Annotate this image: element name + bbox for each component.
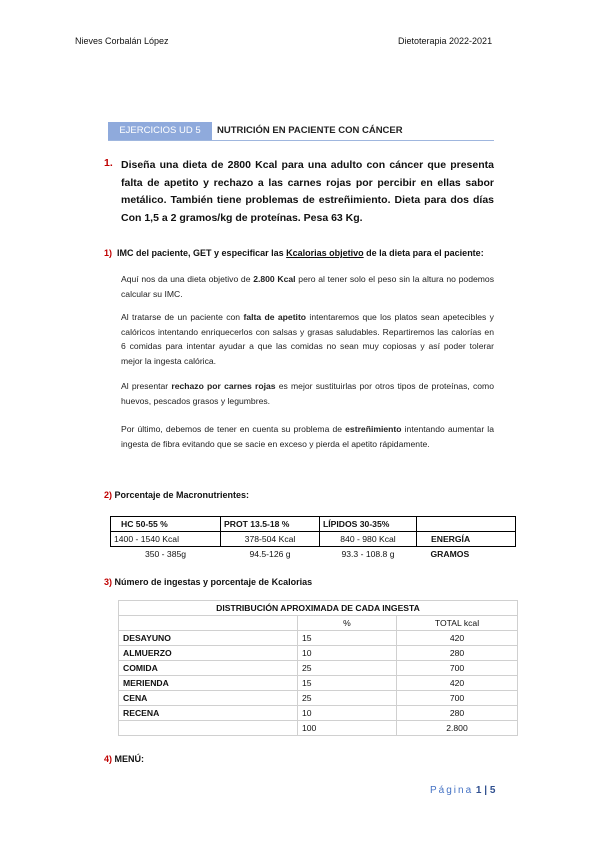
table-row: HC 50-55 % PROT 13.5-18 % LÍPIDOS 30-35% [111, 517, 516, 532]
page-footer: Página 1 | 5 [430, 785, 496, 796]
table-row: 350 - 385g 94.5-126 g 93.3 - 108.8 g GRAMOS [144, 549, 470, 559]
paragraph-objective: Aquí nos da una dieta objetivo de 2.800 Kcal pero al tener solo el peso sin la altura no podemos calcular su IMC. [121, 274, 494, 299]
item-menu-heading: 4) MENÚ: [104, 754, 145, 764]
header-course: Dietoterapia 2022-2021 [398, 36, 493, 46]
intakes-table [118, 600, 518, 736]
page-label: Página [430, 785, 474, 796]
item-imc-heading: 1) IMC del paciente, GET y especificar las Kcalorias objetivo de la dieta para el paciente: [104, 248, 484, 258]
table-row: 1400 - 1540 Kcal 378-504 Kcal 840 - 980 Kcal ENERGÍA [111, 532, 516, 547]
paragraph-constipation: Por último, debemos de tener en cuenta su problema de estreñimiento intentando aumentar la ingesta de fibra evitando que se sacie en exceso y pierda el apetito rápidamente. [121, 424, 494, 449]
item-macros-heading: 2) Porcentaje de Macronutrientes: [104, 490, 250, 500]
item-number: 1) [104, 248, 113, 258]
header-author: Nieves Corbalán López [75, 36, 169, 46]
table-row: ALMUERZO 10 280 [119, 646, 518, 661]
paragraph-red-meat: Al presentar rechazo por carnes rojas es mejor sustituirlas por otros tipos de proteínas, como huevos, pescados grasos y legumbres. [121, 381, 494, 406]
table-row: RECENA 10 280 [119, 706, 518, 721]
section-label: EJERCICIOS UD 5 [108, 122, 212, 140]
item-intakes-heading: 3) Número de ingestas y porcentaje de Kcalorias [104, 577, 313, 587]
section-title: NUTRICIÓN EN PACIENTE CON CÁNCER [217, 125, 403, 136]
table-row: DESAYUNO 15 420 [119, 631, 518, 646]
table-row: MERIENDA 15 420 [119, 676, 518, 691]
macros-table [110, 516, 516, 561]
table-row: 100 2.800 [119, 721, 518, 736]
table-row: COMIDA 25 700 [119, 661, 518, 676]
question-number: 1. [104, 157, 113, 169]
table-row: DISTRIBUCIÓN APROXIMADA DE CADA INGESTA [119, 601, 518, 616]
table-row: % TOTAL kcal [119, 616, 518, 631]
table-row: CENA 25 700 [119, 691, 518, 706]
question-text: Diseña una dieta de 2800 Kcal para una adulto con cáncer que presenta falta de apetito y rechazo a las carnes rojas por percibir en ellas sabor metálico. También tiene problemas de estreñimiento. Dieta para dos días Con 1,5 a 2 gramos/kg de proteínas. Pesa 63 Kg. [121, 159, 494, 224]
paragraph-appetite: Al tratarse de un paciente con falta de apetito intentaremos que los platos sean apetecibles y calóricos intentando enriquecerlos con salsas y grasas saludables. Repartiremos las calorías en 6 comidas para intentar ayudar a que las comidas no sean muy copiosas y así poder tolerar mejor la ingesta calórica. [121, 312, 494, 366]
page-total: 5 [489, 785, 496, 796]
page-number: 1 [475, 785, 482, 796]
section-divider [108, 140, 494, 141]
